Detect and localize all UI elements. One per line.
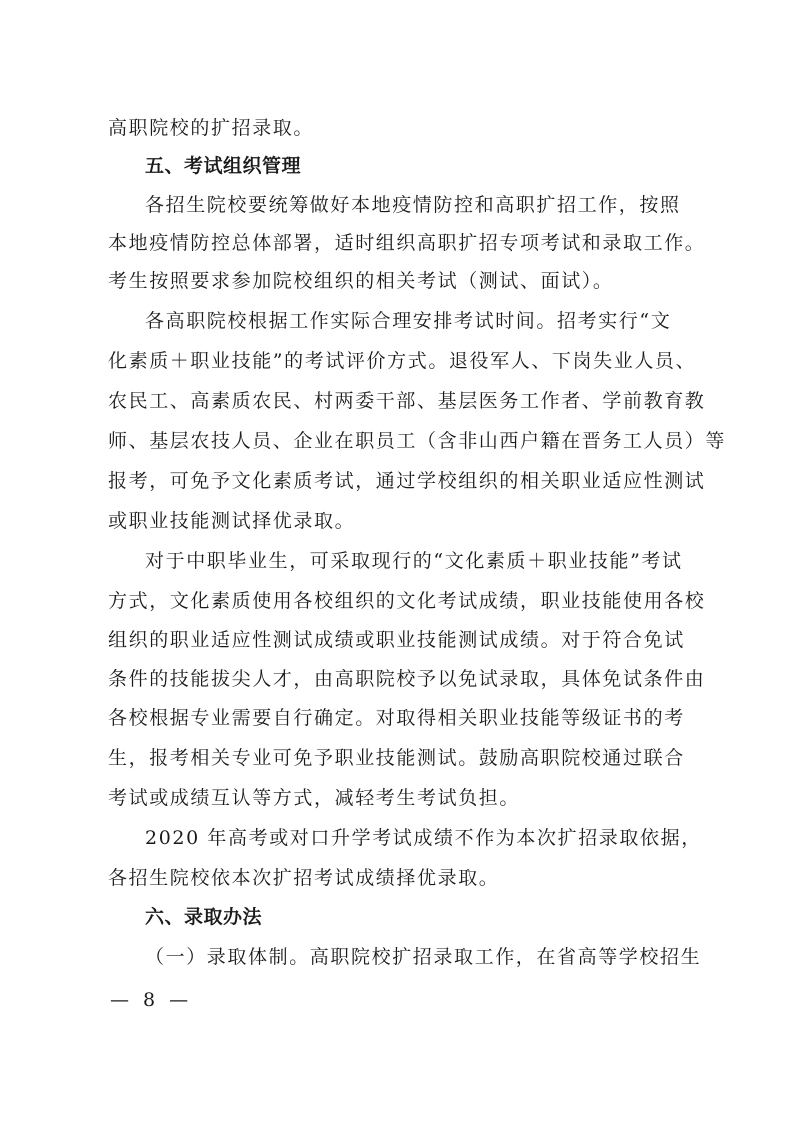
paragraph-line: 考试或成绩互认等方式，减轻考生考试负担。 bbox=[108, 787, 521, 809]
paragraph-line: 各招生院校依本次扩招考试成绩择优录取。 bbox=[108, 867, 500, 889]
paragraph-line: 农民工、高素质农民、村两委干部、基层医务工作者、学前教育教 bbox=[108, 390, 706, 412]
paragraph-line: 本地疫情防控总体部署，适时组织高职扩招专项考试和录取工作。 bbox=[108, 232, 706, 254]
paragraph-line: 各招生院校要统筹做好本地疫情防控和高职扩招工作，按照 bbox=[145, 194, 681, 216]
paragraph-line: 对于中职毕业生，可采取现行的“文化素质＋职业技能”考试 bbox=[145, 550, 683, 572]
section-heading: 六、录取办法 bbox=[145, 906, 263, 928]
paragraph-line: 化素质＋职业技能”的考试评价方式。退役军人、下岗失业人员、 bbox=[108, 350, 697, 372]
paragraph-line: 2020 年高考或对口升学考试成绩不作为本次扩招录取依据， bbox=[145, 827, 702, 849]
paragraph-line: （一）录取体制。高职院校扩招录取工作，在省高等学校招生 bbox=[145, 946, 702, 968]
section-heading: 五、考试组织管理 bbox=[145, 155, 302, 177]
paragraph-line: 各校根据专业需要自行确定。对取得相关职业技能等级证书的考 bbox=[108, 707, 685, 729]
paragraph-line: 考生按照要求参加院校组织的相关考试（测试、面试）。 bbox=[108, 270, 614, 292]
paragraph-line: 师、基层农技人员、企业在职员工（含非山西户籍在晋务工人员）等 bbox=[108, 430, 727, 452]
paragraph-line: 报考，可免予文化素质考试，通过学校组织的相关职业适应性测试 bbox=[108, 470, 706, 492]
paragraph-line: 条件的技能拔尖人才，由高职院校予以免试录取，具体免试条件由 bbox=[108, 668, 706, 690]
page-number: — 8 — bbox=[110, 989, 193, 1011]
paragraph-line: 组织的职业适应性测试成绩或职业技能测试成绩。对于符合免试 bbox=[108, 629, 685, 651]
text-line: 高职院校的扩招录取。 bbox=[108, 117, 315, 139]
paragraph-line: 各高职院校根据工作实际合理安排考试时间。招考实行“文 bbox=[145, 310, 672, 332]
paragraph-line: 生，报考相关专业可免予职业技能测试。鼓励高职院校通过联合 bbox=[108, 747, 685, 769]
paragraph-line: 或职业技能测试择优录取。 bbox=[108, 510, 356, 532]
paragraph-line: 方式，文化素质使用各校组织的文化考试成绩，职业技能使用各校 bbox=[108, 590, 706, 612]
